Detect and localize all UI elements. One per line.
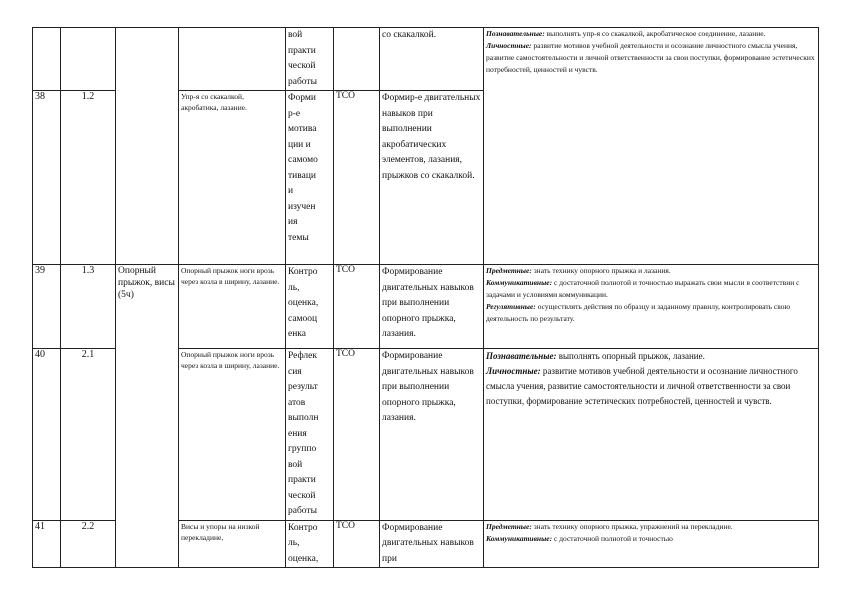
content-cell: Упр-я со скакалкой, акробатика, лазание. [179, 91, 286, 265]
lesson-type-cell: вой практи ческой работы [286, 28, 334, 91]
result-text: знать технику опорного прыжка и лазания. [531, 266, 671, 275]
results-cell [484, 265, 819, 349]
result-label: Познавательные: [486, 29, 545, 38]
result-line [486, 265, 816, 277]
lesson-type-cell: Контро ль, оценка, самооц енка [286, 265, 334, 349]
lesson-type-cell: Контро ль, оценка, [286, 520, 334, 568]
result-label: Познавательные: [486, 351, 557, 361]
result-label: Предметные: [486, 521, 532, 531]
activity-cell: со скакалкой. [380, 28, 484, 91]
result-text: развитие мотивов учебной деятельности и осознание личностного смысла учения, развитие самостоятельности и личной ответственности за свои поступки, формирование эстетических потребностей, ценностей и чувств. [486, 41, 815, 74]
result-label: Предметные: [486, 266, 532, 275]
activity-cell: Формирование двигательных навыков при выполнении опорного прыжка, лазания. [380, 349, 484, 521]
result-label: Коммуникативные: [486, 278, 553, 287]
lesson-subnumber-cell [61, 28, 116, 91]
lesson-number-cell: 38 [33, 91, 61, 265]
result-text: с достаточной полнотой и точностью [552, 533, 673, 543]
activity-cell: Формирование двигательных навыков при [380, 520, 484, 568]
result-line [486, 277, 816, 301]
result-text: выполнять упр-я со скакалкой, акробатическое соединение, лазание. [544, 29, 766, 38]
lesson-subnumber-cell: 2.2 [61, 520, 116, 568]
content-cell: Опорный прыжок ноги врозь через козла в ширину, лазание. [179, 349, 286, 521]
lesson-subnumber-cell: 1.2 [61, 91, 116, 265]
result-text: знать технику опорного прыжка, упражнений на перекладине. [531, 521, 733, 531]
activity-cell: Формир-е двигательных навыков при выполнении акробатических элементов, лазания, прыжков со скакалкой. [380, 91, 484, 265]
result-line [486, 40, 816, 76]
result-text: осуществлять действия по образцу и заданному правилу, контролировать свою деятельность по результату. [486, 302, 791, 323]
content-cell: Опорный прыжок ноги врозь через козла в ширину, лазание. [179, 265, 286, 349]
content-cell: Висы и упоры на низкой перекладине, [179, 520, 286, 568]
lesson-type-cell: Рефлек сия результ атов выполн ения группо вой практи ческой работы [286, 349, 334, 521]
results-cell [484, 349, 819, 521]
lesson-number-cell: 41 [33, 520, 61, 568]
lesson-type-cell: Форми р-е мотива ции и самомо тиваци и изучен ия темы [286, 91, 334, 265]
topic-cell [116, 28, 179, 265]
tso-cell: ТСО [334, 520, 380, 568]
lesson-subnumber-cell: 2.1 [61, 349, 116, 521]
result-label: Личностные: [486, 366, 541, 376]
lesson-number-cell: 39 [33, 265, 61, 349]
result-text: развитие мотивов учебной деятельности и осознание личностного смысла учения, развитие самостоятельности и личной ответственности за свои поступки, формирование эстетических потребностей, ценностей и чувств. [486, 366, 798, 406]
content-cell [179, 28, 286, 91]
table-row [33, 265, 819, 349]
tso-cell: ТСО [334, 349, 380, 521]
result-label: Коммуникативные: [486, 533, 553, 543]
results-cell [484, 520, 819, 568]
tso-cell: ТСО [334, 91, 380, 265]
lesson-number-cell [33, 28, 61, 91]
lesson-subnumber-cell: 1.3 [61, 265, 116, 349]
table-row [33, 28, 819, 91]
result-text: с достаточной полнотой и точностью выражать свои мысли в соответствии с задачами и условиями коммуникации. [486, 278, 800, 299]
result-line [486, 533, 816, 545]
tso-cell [334, 28, 380, 91]
tso-cell: ТСО [334, 265, 380, 349]
result-line [486, 301, 816, 325]
result-label: Регулятивные: [486, 302, 536, 311]
activity-cell: Формирование двигательных навыков при выполнении опорного прыжка, лазания. [380, 265, 484, 349]
result-text: выполнять опорный прыжок, лазание. [556, 351, 705, 361]
result-line [486, 349, 816, 364]
lesson-number-cell: 40 [33, 349, 61, 521]
result-line [486, 521, 816, 533]
result-line [486, 364, 816, 409]
result-label: Личностные: [486, 41, 532, 50]
result-line [486, 28, 816, 40]
lesson-plan-table [32, 27, 819, 568]
results-cell [484, 28, 819, 265]
topic-cell: Опорный прыжок, висы (5ч) [116, 265, 179, 568]
